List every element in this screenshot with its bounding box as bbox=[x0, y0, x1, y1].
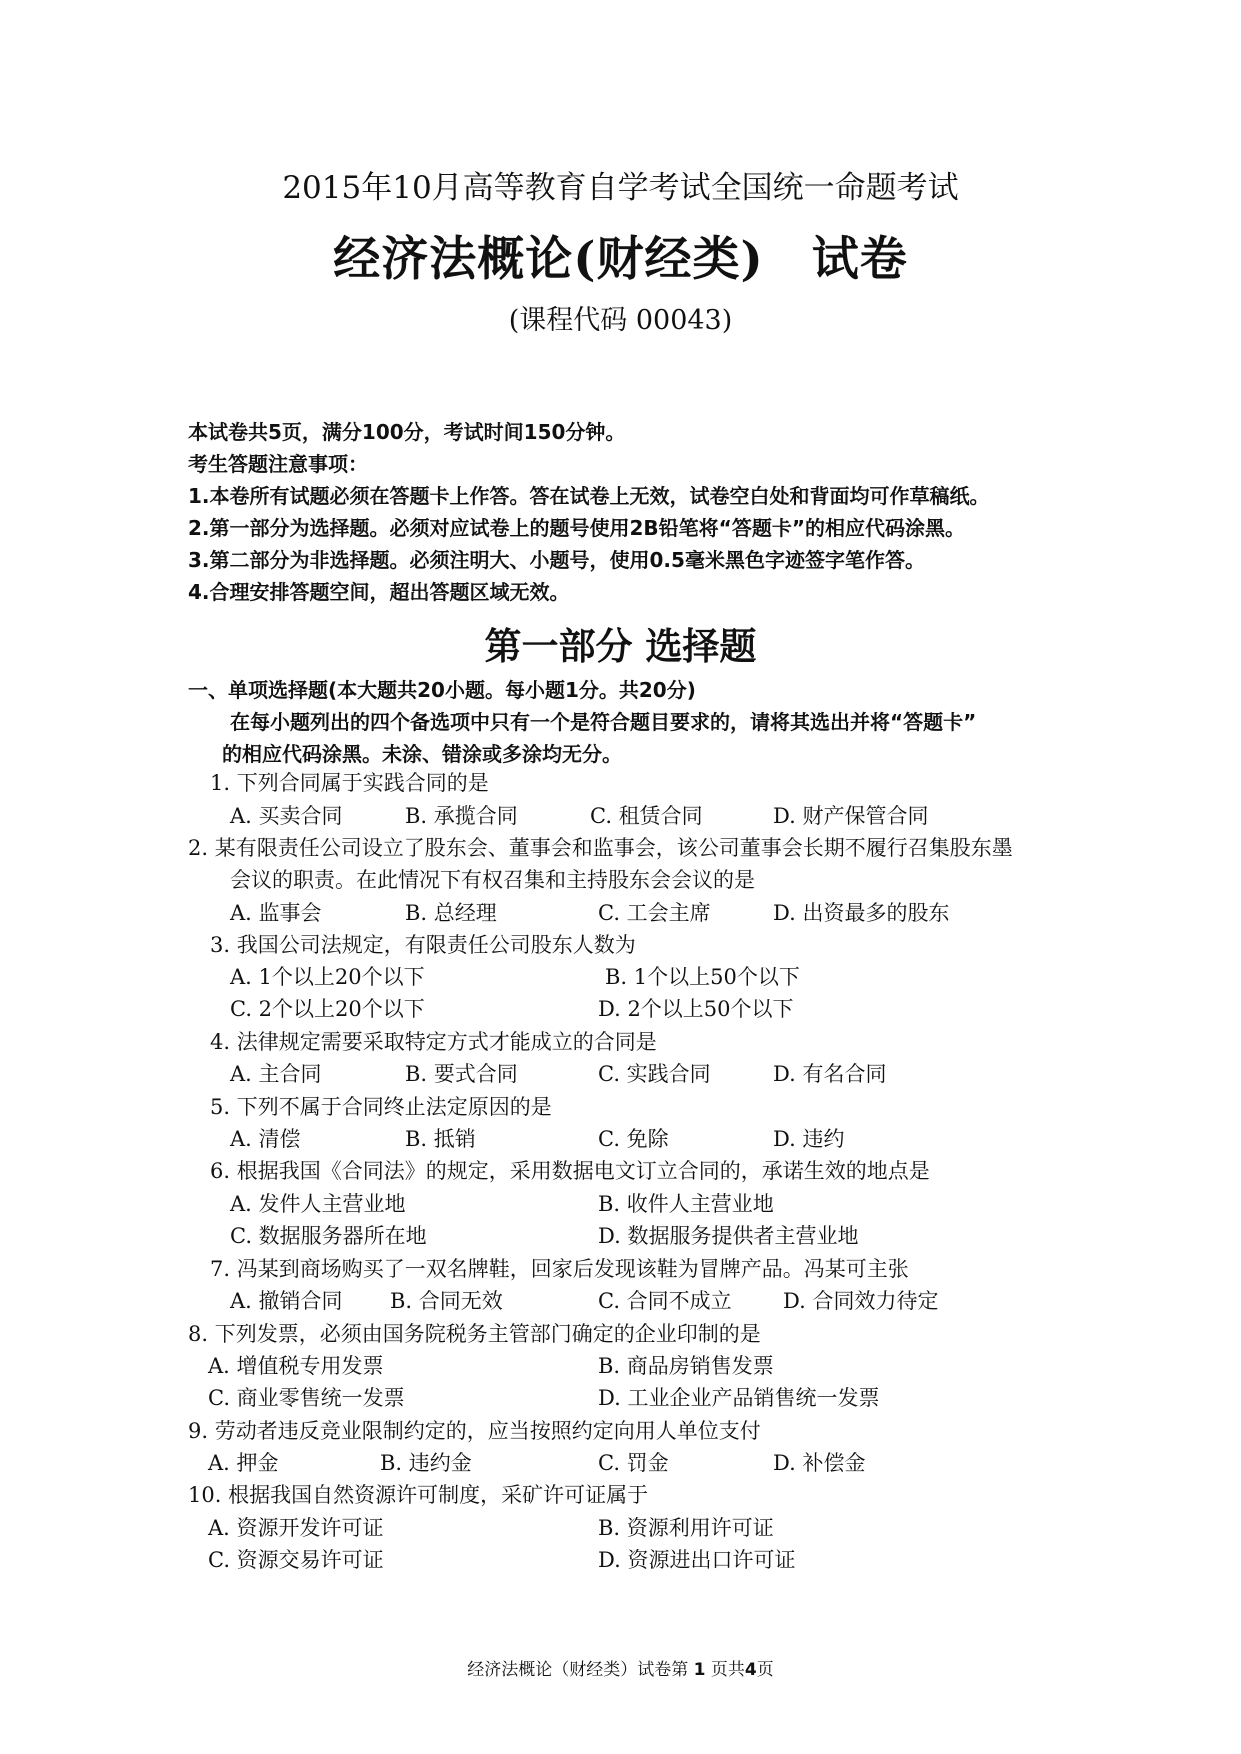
question-8: 8. 下列发票，必须由国务院税务主管部门确定的企业印制的是 bbox=[188, 1322, 761, 1346]
q8-option-d: D. 工业企业产品销售统一发票 bbox=[598, 1386, 880, 1410]
q6-option-c: C. 数据服务器所在地 bbox=[230, 1224, 427, 1248]
q1-option-c: C. 租赁合同 bbox=[590, 804, 703, 828]
footer-prefix: 经济法概论（财经类）试卷第 bbox=[467, 1660, 689, 1680]
q4-option-a: A. 主合同 bbox=[230, 1062, 322, 1086]
q5-option-b: B. 抵销 bbox=[405, 1127, 476, 1151]
question-7: 7. 冯某到商场购买了一双名牌鞋，回家后发现该鞋为冒牌产品。冯某可主张 bbox=[210, 1257, 909, 1281]
question-2: 2. 某有限责任公司设立了股东会、董事会和监事会，该公司董事会长期不履行召集股东墨 bbox=[188, 836, 1013, 860]
question-4: 4. 法律规定需要采取特定方式才能成立的合同是 bbox=[210, 1030, 657, 1054]
q5-option-a: A. 清偿 bbox=[230, 1127, 301, 1151]
q6-option-b: B. 收件人主营业地 bbox=[598, 1192, 774, 1216]
section-heading: 一、单项选择题(本大题共20小题。每小题1分。共20分) bbox=[188, 678, 696, 702]
q4-option-b: B. 要式合同 bbox=[405, 1062, 518, 1086]
notice-item-3: 3.第二部分为非选择题。必须注明大、小题号，使用0.5毫米黑色字迹签字笔作答。 bbox=[188, 548, 925, 572]
q10-option-d: D. 资源进出口许可证 bbox=[598, 1548, 796, 1572]
q5-option-d: D. 违约 bbox=[773, 1127, 845, 1151]
q10-option-a: A. 资源开发许可证 bbox=[208, 1516, 384, 1540]
q1-option-b: B. 承揽合同 bbox=[405, 804, 518, 828]
q2-option-b: B. 总经理 bbox=[405, 901, 497, 925]
page-footer bbox=[0, 1655, 1241, 1680]
footer-middle: 页共 bbox=[710, 1660, 745, 1680]
q1-option-a: A. 买卖合同 bbox=[230, 804, 343, 828]
q3-option-b: B. 1个以上50个以下 bbox=[605, 965, 800, 989]
q8-option-c: C. 商业零售统一发票 bbox=[208, 1386, 405, 1410]
part-one-title: 第一部分 选择题 bbox=[484, 624, 757, 668]
q9-option-a: A. 押金 bbox=[208, 1451, 279, 1475]
notice-item-2: 2.第一部分为选择题。必须对应试卷上的题号使用2B铅笔将“答题卡”的相应代码涂黑。 bbox=[188, 516, 965, 540]
q3-option-c: C. 2个以上20个以下 bbox=[230, 997, 425, 1021]
question-3: 3. 我国公司法规定，有限责任公司股东人数为 bbox=[210, 933, 636, 957]
question-5: 5. 下列不属于合同终止法定原因的是 bbox=[210, 1095, 552, 1119]
q9-option-b: B. 违约金 bbox=[380, 1451, 472, 1475]
q10-option-c: C. 资源交易许可证 bbox=[208, 1548, 384, 1572]
q7-option-c: C. 合同不成立 bbox=[598, 1289, 732, 1313]
q6-option-d: D. 数据服务提供者主营业地 bbox=[598, 1224, 859, 1248]
notice-item-1: 1.本卷所有试题必须在答题卡上作答。答在试卷上无效，试卷空白处和背面均可作草稿纸。 bbox=[188, 484, 990, 508]
q3-option-a: A. 1个以上20个以下 bbox=[230, 965, 425, 989]
question-9: 9. 劳动者违反竞业限制约定的，应当按照约定向用人单位支付 bbox=[188, 1419, 761, 1443]
question-10: 10. 根据我国自然资源许可制度，采矿许可证属于 bbox=[188, 1483, 649, 1507]
notice-title: 考生答题注意事项： bbox=[188, 452, 368, 476]
q3-option-d: D. 2个以上50个以下 bbox=[598, 997, 794, 1021]
q2-option-c: C. 工会主席 bbox=[598, 901, 711, 925]
q9-option-d: D. 补偿金 bbox=[773, 1451, 866, 1475]
q8-option-a: A. 增值税专用发票 bbox=[208, 1354, 384, 1378]
footer-total-pages: 4 bbox=[744, 1660, 757, 1680]
q7-option-d: D. 合同效力待定 bbox=[783, 1289, 939, 1313]
footer-page-number: 1 bbox=[693, 1660, 706, 1680]
q1-option-d: D. 财产保管合同 bbox=[773, 804, 929, 828]
question-2-cont: 会议的职责。在此情况下有权召集和主持股东会会议的是 bbox=[230, 868, 755, 892]
q2-option-d: D. 出资最多的股东 bbox=[773, 901, 950, 925]
q4-option-c: C. 实践合同 bbox=[598, 1062, 711, 1086]
q9-option-c: C. 罚金 bbox=[598, 1451, 669, 1475]
directions-line-2: 的相应代码涂黑。未涂、错涂或多涂均无分。 bbox=[222, 742, 622, 766]
notice-item-4: 4.合理安排答题空间，超出答题区域无效。 bbox=[188, 580, 570, 604]
q7-option-b: B. 合同无效 bbox=[390, 1289, 503, 1313]
exam-summary: 本试卷共5页，满分100分，考试时间150分钟。 bbox=[188, 420, 626, 444]
q4-option-d: D. 有名合同 bbox=[773, 1062, 887, 1086]
q10-option-b: B. 资源利用许可证 bbox=[598, 1516, 774, 1540]
q2-option-a: A. 监事会 bbox=[230, 901, 322, 925]
q8-option-b: B. 商品房销售发票 bbox=[598, 1354, 774, 1378]
question-6: 6. 根据我国《合同法》的规定，采用数据电文订立合同的，承诺生效的地点是 bbox=[210, 1159, 930, 1183]
q6-option-a: A. 发件人主营业地 bbox=[230, 1192, 406, 1216]
q5-option-c: C. 免除 bbox=[598, 1127, 669, 1151]
exam-line: 2015年10月高等教育自学考试全国统一命题考试 bbox=[282, 170, 959, 206]
paper-title: 经济法概论(财经类) 试卷 bbox=[333, 232, 908, 287]
footer-suffix: 页 bbox=[756, 1660, 774, 1680]
directions-line-1: 在每小题列出的四个备选项中只有一个是符合题目要求的，请将其选出并将“答题卡” bbox=[230, 710, 977, 734]
question-1: 1. 下列合同属于实践合同的是 bbox=[210, 771, 489, 795]
course-code: (课程代码 00043) bbox=[508, 305, 733, 336]
q7-option-a: A. 撤销合同 bbox=[230, 1289, 343, 1313]
